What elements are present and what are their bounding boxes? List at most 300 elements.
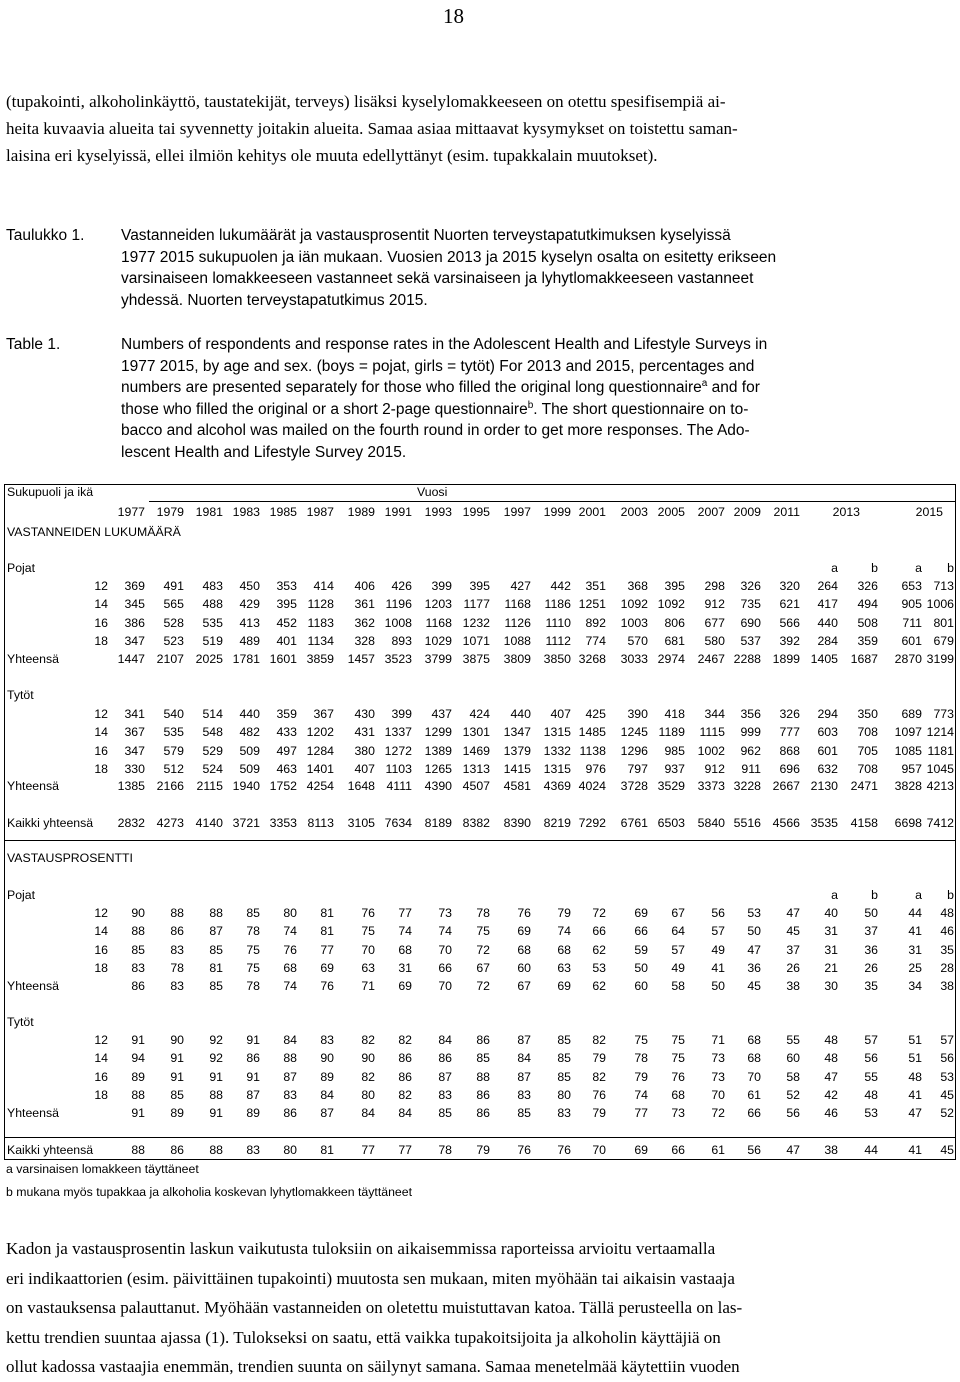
count-row-cell: 1168 (504, 597, 531, 612)
rate-row-cell: 72 (476, 942, 490, 957)
count-row-cell: 390 (627, 707, 648, 721)
rate-total-row-cell: 78 (246, 979, 260, 993)
count-row-cell: 482 (239, 725, 260, 740)
count-total-row-cell: 3850 (543, 652, 571, 666)
count-row-cell: 653 (901, 579, 922, 593)
rate-total-row-cell: 87 (320, 1106, 334, 1120)
count-grand-total-row-cell: 4273 (156, 816, 184, 830)
rate-row-cell: 79 (634, 1069, 648, 1084)
age-label: 16 (94, 743, 108, 758)
rate-row-cell: 85 (131, 942, 145, 957)
age-label: 18 (94, 761, 108, 776)
age-label: 18 (94, 1087, 108, 1102)
count-row-cell: 1332 (543, 743, 571, 758)
count-row-cell: 1006 (926, 597, 954, 612)
count-grand-total-row-cell: 8390 (503, 816, 531, 830)
count-total-row-cell: 3268 (578, 652, 606, 666)
rate-row-cell: 84 (320, 1087, 334, 1102)
rate-row-cell: 48 (824, 1033, 838, 1047)
vuosi-header: Vuosi (417, 485, 448, 499)
rate-row-cell: 47 (824, 1069, 838, 1084)
rate-row-cell: 37 (786, 942, 800, 957)
rate-total-row-cell: 66 (747, 1106, 761, 1120)
rate-row-cell: 67 (671, 906, 685, 920)
rate-total-row-cell: 70 (438, 979, 452, 993)
count-row-cell: 1337 (384, 725, 412, 740)
body-paragraph (6, 1234, 906, 1382)
caption-en-line: 1977 2015, by age and sex. (boys = pojat, girls = tytöt) For 2013 and 2015, percentages and (121, 357, 755, 375)
rate-total-row-cell: 85 (438, 1106, 452, 1120)
age-label: 14 (94, 725, 108, 740)
rate-row-cell: 79 (592, 1051, 606, 1066)
count-row-cell: 424 (469, 707, 490, 721)
body-line: Kadon ja vastausprosentin laskun vaikutusta tuloksiin on aikaisemmissa raporteissa arvioitu vertaamalla (6, 1239, 716, 1258)
rate-row-cell: 57 (711, 924, 725, 939)
count-row-cell: 1134 (307, 633, 334, 648)
rate-row-cell: 87 (246, 1087, 260, 1102)
rate-row-cell: 90 (320, 1051, 334, 1066)
age-label: 16 (94, 1069, 108, 1084)
year-header: 1995 (462, 505, 490, 519)
rate-row-cell: 75 (246, 942, 260, 957)
rate-total-row-cell: 83 (170, 979, 184, 993)
count-row-cell: 1284 (306, 743, 334, 758)
rate-row-cell: 40 (824, 906, 838, 920)
rate-total-row-cell: 85 (209, 979, 223, 993)
rate-total-row-cell: 56 (786, 1106, 800, 1120)
count-grand-total-row-cell: 6761 (620, 816, 648, 830)
rate-row-cell: 73 (711, 1069, 725, 1084)
count-row-cell: 483 (202, 579, 223, 593)
count-row-cell: 463 (276, 761, 297, 776)
count-row-cell: 326 (779, 707, 800, 721)
rate-row-cell: 47 (747, 942, 761, 957)
rate-row-cell: 31 (824, 942, 838, 957)
rate-row-cell: 57 (671, 942, 685, 957)
count-row-cell: 413 (239, 615, 260, 630)
count-row-cell: 491 (163, 579, 184, 593)
rate-row-cell: 25 (908, 960, 922, 975)
rate-row-cell: 90 (170, 1033, 184, 1047)
rate-grand-total-row-cell: 77 (398, 1143, 412, 1157)
year-header-rule (149, 501, 955, 502)
rate-row-cell: 75 (361, 924, 375, 939)
rate-grand-total-row-cell: 44 (864, 1143, 878, 1157)
count-row-cell: 937 (664, 761, 685, 776)
caption-en-line: bacco and alcohol was mailed on the fourth round in order to get more responses. The Ado- (121, 422, 750, 439)
age-label: 14 (94, 924, 108, 939)
rate-row-cell: 85 (557, 1069, 571, 1084)
rate-row-cell: 88 (209, 1087, 223, 1102)
year-header: 2013 (832, 505, 860, 519)
rate-total-row-cell: 91 (209, 1106, 223, 1120)
year-header: 1997 (503, 505, 531, 519)
count-row-cell: 1202 (306, 725, 334, 740)
rate-row-cell: 78 (634, 1051, 648, 1066)
count-row-cell: 1097 (894, 725, 922, 740)
count-row-cell: 1401 (306, 761, 334, 776)
count-total-row-cell: 3859 (306, 652, 334, 666)
count-total-row-cell: 4254 (306, 779, 334, 793)
rate-row-cell: 86 (438, 1051, 452, 1066)
count-row-cell: 911 (741, 761, 761, 776)
rate-row-cell: 85 (246, 906, 260, 920)
count-row-cell: 999 (740, 725, 761, 740)
rate-grand-total-row-cell: 80 (283, 1143, 297, 1157)
count-row-cell: 535 (163, 725, 184, 740)
count-row-cell: 514 (202, 707, 223, 721)
rate-row-cell: 82 (592, 1069, 606, 1084)
count-row-cell: 801 (933, 615, 954, 630)
rate-row-cell: 73 (711, 1051, 725, 1066)
rate-row-cell: 48 (908, 1069, 922, 1084)
rate-row-cell: 87 (517, 1069, 531, 1084)
rate-row-cell: 78 (476, 906, 490, 920)
count-row-cell: 1177 (463, 597, 490, 612)
count-total-row-cell: 1601 (269, 652, 297, 666)
count-row-cell: 601 (901, 633, 922, 648)
rate-row-cell: 89 (131, 1069, 145, 1084)
rate-row-cell: 47 (786, 906, 800, 920)
count-row-cell: 540 (163, 707, 184, 721)
rate-row-cell: 85 (476, 1051, 490, 1066)
rate-row-cell: 76 (361, 906, 375, 920)
age-label: 12 (94, 707, 108, 721)
rate-total-row-cell: 45 (747, 979, 761, 993)
intro-line: heita kuvaavia alueita tai syvennetty joitakin alueita. Samaa asiaa mittaavat kysymykset on toistettu saman- (6, 119, 738, 138)
questionnaire-subheader: b (947, 888, 954, 902)
count-total-row-cell: 3373 (697, 779, 725, 793)
rate-grand-total-row-cell: 77 (361, 1143, 375, 1157)
rate-row-cell: 57 (940, 1033, 954, 1047)
count-row-cell: 1189 (658, 725, 685, 740)
rate-total-row-cell: 77 (634, 1106, 648, 1120)
grand-total-label: Kaikki yhteensä (7, 1143, 94, 1157)
rate-row-cell: 35 (940, 942, 954, 957)
rate-row-cell: 80 (283, 906, 297, 920)
caption-en-text: . The short questionnaire on to- (533, 400, 749, 418)
count-row-cell: 399 (391, 707, 412, 721)
year-header: 1981 (195, 505, 223, 519)
caption-fi-line: 1977 2015 sukupuolen ja iän mukaan. Vuosien 2013 ja 2015 kyselyn osalta on esitetty erikseen (121, 248, 777, 266)
count-grand-total-row-cell: 6503 (657, 816, 685, 830)
rate-row-cell: 74 (398, 924, 412, 939)
rate-row-cell: 83 (517, 1087, 531, 1102)
rate-row-cell: 74 (283, 924, 297, 939)
count-row-cell: 395 (469, 579, 490, 593)
count-row-cell: 1181 (927, 743, 954, 758)
count-row-cell: 962 (740, 743, 761, 758)
count-row-cell: 440 (239, 707, 260, 721)
count-total-row-cell: 3828 (894, 779, 922, 793)
count-total-row-cell: 1405 (810, 652, 838, 666)
rate-grand-total-row-cell: 41 (908, 1143, 922, 1157)
rate-total-row-cell: 73 (671, 1106, 685, 1120)
count-row-cell: 406 (354, 579, 375, 593)
rate-row-cell: 56 (940, 1051, 954, 1066)
count-row-cell: 806 (664, 615, 685, 630)
count-row-cell: 433 (276, 725, 297, 740)
rate-row-cell: 86 (398, 1069, 412, 1084)
caption-en-line: lescent Health and Lifestyle Survey 2015. (121, 443, 407, 461)
rate-row-cell: 64 (671, 924, 685, 939)
count-row-cell: 345 (124, 597, 145, 612)
rate-row-cell: 91 (131, 1033, 145, 1047)
rate-row-cell: 50 (747, 924, 761, 939)
rate-row-cell: 90 (361, 1051, 375, 1066)
count-row-cell: 1301 (462, 725, 490, 740)
count-row-cell: 1115 (699, 725, 725, 740)
count-row-cell: 367 (313, 707, 334, 721)
count-total-row-cell: 3728 (620, 779, 648, 793)
count-row-cell: 1092 (620, 597, 648, 612)
rate-row-cell: 74 (557, 924, 571, 939)
count-total-row-cell: 1457 (347, 652, 375, 666)
count-total-row-cell: 1781 (232, 652, 260, 666)
count-row-cell: 431 (354, 725, 375, 740)
rate-row-cell: 45 (940, 1087, 954, 1102)
count-grand-total-row-cell: 2832 (117, 816, 145, 830)
count-row-cell: 430 (354, 707, 375, 721)
count-row-cell: 957 (901, 761, 922, 776)
count-row-cell: 380 (354, 743, 375, 758)
body-line: eri indikaattorien (esim. päivittäinen tupakointi) muutosta sen mukaan, miten myöhään tai aikaisin vastaaja (6, 1268, 735, 1288)
count-row-cell: 399 (431, 579, 452, 593)
rate-grand-total-row-cell: 70 (592, 1143, 606, 1157)
count-grand-total-row-cell: 8189 (424, 816, 452, 830)
count-row-cell: 985 (664, 743, 685, 758)
rate-row-cell: 57 (864, 1033, 878, 1047)
count-row-cell: 414 (313, 579, 334, 593)
count-row-cell: 359 (857, 633, 878, 648)
count-row-cell: 1251 (578, 597, 606, 612)
rate-row-cell: 49 (671, 960, 685, 975)
age-label: 16 (94, 615, 108, 630)
year-header: 1989 (347, 505, 375, 519)
rate-row-cell: 92 (209, 1051, 223, 1066)
count-grand-total-row-cell: 8113 (307, 816, 334, 830)
count-row-cell: 367 (124, 725, 145, 740)
rate-row-cell: 68 (517, 942, 531, 957)
count-total-row-cell: 4369 (543, 779, 571, 793)
year-header: 2015 (915, 505, 943, 519)
footnote-a: a varsinaisen lomakkeen täyttäneet (6, 1162, 199, 1176)
rate-row-cell: 59 (634, 942, 648, 957)
rate-total-row-cell: 34 (908, 979, 922, 993)
count-row-cell: 437 (431, 707, 452, 721)
footnote-marker: b (527, 399, 534, 411)
caption-en-text: those who filled the original or a short 2-page questionnaire (121, 400, 528, 418)
count-row-cell: 350 (857, 707, 878, 721)
count-row-cell: 1128 (307, 597, 334, 612)
count-total-row-cell: 1687 (850, 652, 878, 666)
count-row-cell: 570 (627, 633, 648, 648)
age-label: 12 (94, 579, 108, 593)
rate-grand-total-row-cell: 83 (246, 1143, 260, 1157)
count-row-cell: 494 (857, 597, 878, 612)
year-header: 2009 (733, 505, 761, 519)
rate-row-cell: 88 (476, 1069, 490, 1084)
rate-row-cell: 50 (864, 906, 878, 920)
rate-row-cell: 66 (634, 924, 648, 939)
rate-row-cell: 70 (747, 1069, 761, 1084)
count-row-cell: 425 (585, 707, 606, 721)
rate-row-cell: 86 (246, 1051, 260, 1066)
rate-total-row-cell: 69 (557, 979, 571, 993)
count-row-cell: 407 (550, 707, 571, 721)
rate-row-cell: 70 (711, 1087, 725, 1102)
rate-row-cell: 83 (438, 1087, 452, 1102)
rate-row-cell: 81 (320, 906, 334, 920)
rate-row-cell: 87 (283, 1069, 297, 1084)
group-label-boys: Pojat (7, 888, 36, 902)
rate-row-cell: 63 (557, 960, 571, 975)
rate-total-row-cell: 46 (824, 1106, 838, 1120)
questionnaire-subheader: a (915, 888, 922, 902)
rate-row-cell: 84 (517, 1051, 531, 1066)
count-row-cell: 621 (779, 597, 800, 612)
caption-en-line (121, 377, 909, 399)
rate-row-cell: 78 (246, 924, 260, 939)
rate-row-cell: 62 (592, 942, 606, 957)
count-row-cell: 395 (276, 597, 297, 612)
count-row-cell: 708 (857, 725, 878, 740)
rate-row-cell: 55 (864, 1069, 878, 1084)
intro-line: laisina eri kyselyissä, ellei ilmiön kehitys ole muuta edellyttänyt (esim. tupakkalain muutokset). (6, 146, 658, 165)
rate-row-cell: 88 (170, 906, 184, 920)
rate-total-row-cell: 35 (864, 979, 878, 993)
rate-row-cell: 60 (786, 1051, 800, 1066)
rate-row-cell: 41 (711, 960, 725, 975)
count-grand-total-row-cell: 8219 (543, 816, 571, 830)
rate-grand-total-row-cell: 56 (747, 1143, 761, 1157)
count-row-cell: 1008 (384, 615, 412, 630)
rate-total-row-cell: 69 (398, 979, 412, 993)
rate-row-cell: 94 (131, 1051, 145, 1066)
caption-fi (121, 225, 909, 311)
count-row-cell: 892 (585, 615, 606, 630)
rate-grand-total-row-cell: 38 (824, 1143, 838, 1157)
count-row-cell: 320 (779, 579, 800, 593)
rate-row-cell: 42 (824, 1087, 838, 1102)
count-row-cell: 1085 (894, 743, 922, 758)
count-total-row-cell: 3799 (424, 652, 452, 666)
rate-row-cell: 92 (209, 1033, 223, 1047)
section-heading-counts: VASTANNEIDEN LUKUMÄÄRÄ (7, 525, 181, 539)
rate-row-cell: 52 (786, 1087, 800, 1102)
count-row-cell: 1110 (545, 615, 571, 630)
count-row-cell: 1168 (425, 615, 452, 630)
rate-row-cell: 83 (131, 960, 145, 975)
count-total-row-cell: 2870 (894, 652, 922, 666)
intro-line: (tupakointi, alkoholinkäyttö, taustatekijät, terveys) lisäksi kyselylomakkeeseen on otettu spesifisempiä ai- (6, 92, 726, 111)
count-row-cell: 426 (391, 579, 412, 593)
count-total-row-cell: 2130 (810, 779, 838, 793)
rate-total-row-cell: 53 (864, 1106, 878, 1120)
rate-grand-total-row-cell: 81 (320, 1143, 334, 1157)
count-row-cell: 284 (817, 633, 838, 648)
rate-row-cell: 26 (864, 960, 878, 975)
count-row-cell: 1088 (503, 633, 531, 648)
intro-paragraph (6, 88, 952, 169)
count-row-cell: 579 (163, 743, 184, 758)
page-number: 18 (443, 4, 464, 28)
rate-row-cell: 41 (908, 924, 922, 939)
rate-total-row-cell: 50 (711, 979, 725, 993)
count-row-cell: 1196 (385, 597, 412, 612)
count-row-cell: 450 (239, 579, 260, 593)
count-grand-total-row-cell: 8382 (462, 816, 490, 830)
count-row-cell: 1265 (424, 761, 452, 776)
rate-row-cell: 88 (131, 924, 145, 939)
count-total-row-cell: 1648 (347, 779, 375, 793)
age-label: 16 (94, 942, 108, 957)
count-total-row-cell: 4390 (424, 779, 452, 793)
count-row-cell: 1186 (544, 597, 571, 612)
rate-row-cell: 86 (398, 1051, 412, 1066)
rate-row-cell: 91 (170, 1051, 184, 1066)
rate-row-cell: 80 (361, 1087, 375, 1102)
rate-total-row-cell: 86 (476, 1106, 490, 1120)
rate-row-cell: 91 (170, 1069, 184, 1084)
rate-total-row-cell: 72 (476, 979, 490, 993)
count-row-cell: 1003 (620, 615, 648, 630)
count-row-cell: 407 (354, 761, 375, 776)
count-row-cell: 362 (354, 615, 375, 630)
age-label: 12 (94, 1033, 108, 1047)
year-header: 2007 (697, 505, 725, 519)
count-row-cell: 912 (704, 761, 725, 776)
rate-row-cell: 71 (711, 1033, 725, 1047)
count-row-cell: 708 (857, 761, 878, 776)
rate-row-cell: 68 (283, 960, 297, 975)
footnote-b: b mukana myös tupakkaa ja alkoholia koskevan lyhytlomakkeen täyttäneet (6, 1185, 413, 1199)
rate-row-cell: 86 (170, 924, 184, 939)
rate-row-cell: 87 (209, 924, 223, 939)
count-row-cell: 1183 (307, 615, 334, 630)
rate-row-cell: 46 (940, 924, 954, 939)
count-row-cell: 773 (933, 707, 954, 721)
total-label: Yhteensä (7, 652, 59, 666)
questionnaire-subheader: b (871, 561, 878, 575)
rate-row-cell: 90 (131, 906, 145, 920)
total-label: Yhteensä (7, 979, 59, 993)
count-total-row-cell: 4213 (926, 779, 954, 793)
rate-row-cell: 31 (908, 942, 922, 957)
year-header: 1993 (424, 505, 452, 519)
count-grand-total-row-cell: 3535 (810, 816, 838, 830)
rate-grand-total-row-cell: 66 (671, 1143, 685, 1157)
rate-grand-total-row-cell: 76 (517, 1143, 531, 1157)
rate-row-cell: 51 (908, 1033, 922, 1047)
rate-grand-total-row-cell: 88 (209, 1143, 223, 1157)
rate-row-cell: 91 (246, 1069, 260, 1084)
caption-en (121, 334, 909, 463)
rate-row-cell: 53 (940, 1069, 954, 1084)
count-row-cell: 632 (817, 761, 838, 776)
rate-row-cell: 86 (476, 1087, 490, 1102)
rate-grand-total-row-cell: 69 (634, 1143, 648, 1157)
count-row-cell: 1272 (384, 743, 412, 758)
count-row-cell: 497 (276, 743, 297, 758)
caption-en-text: and for (707, 379, 760, 396)
rate-row-cell: 48 (864, 1087, 878, 1102)
rate-row-cell: 68 (671, 1087, 685, 1102)
rate-row-cell: 53 (747, 906, 761, 920)
rate-row-cell: 56 (711, 906, 725, 920)
rate-row-cell: 67 (476, 960, 490, 975)
group-label-boys: Pojat (7, 561, 36, 575)
